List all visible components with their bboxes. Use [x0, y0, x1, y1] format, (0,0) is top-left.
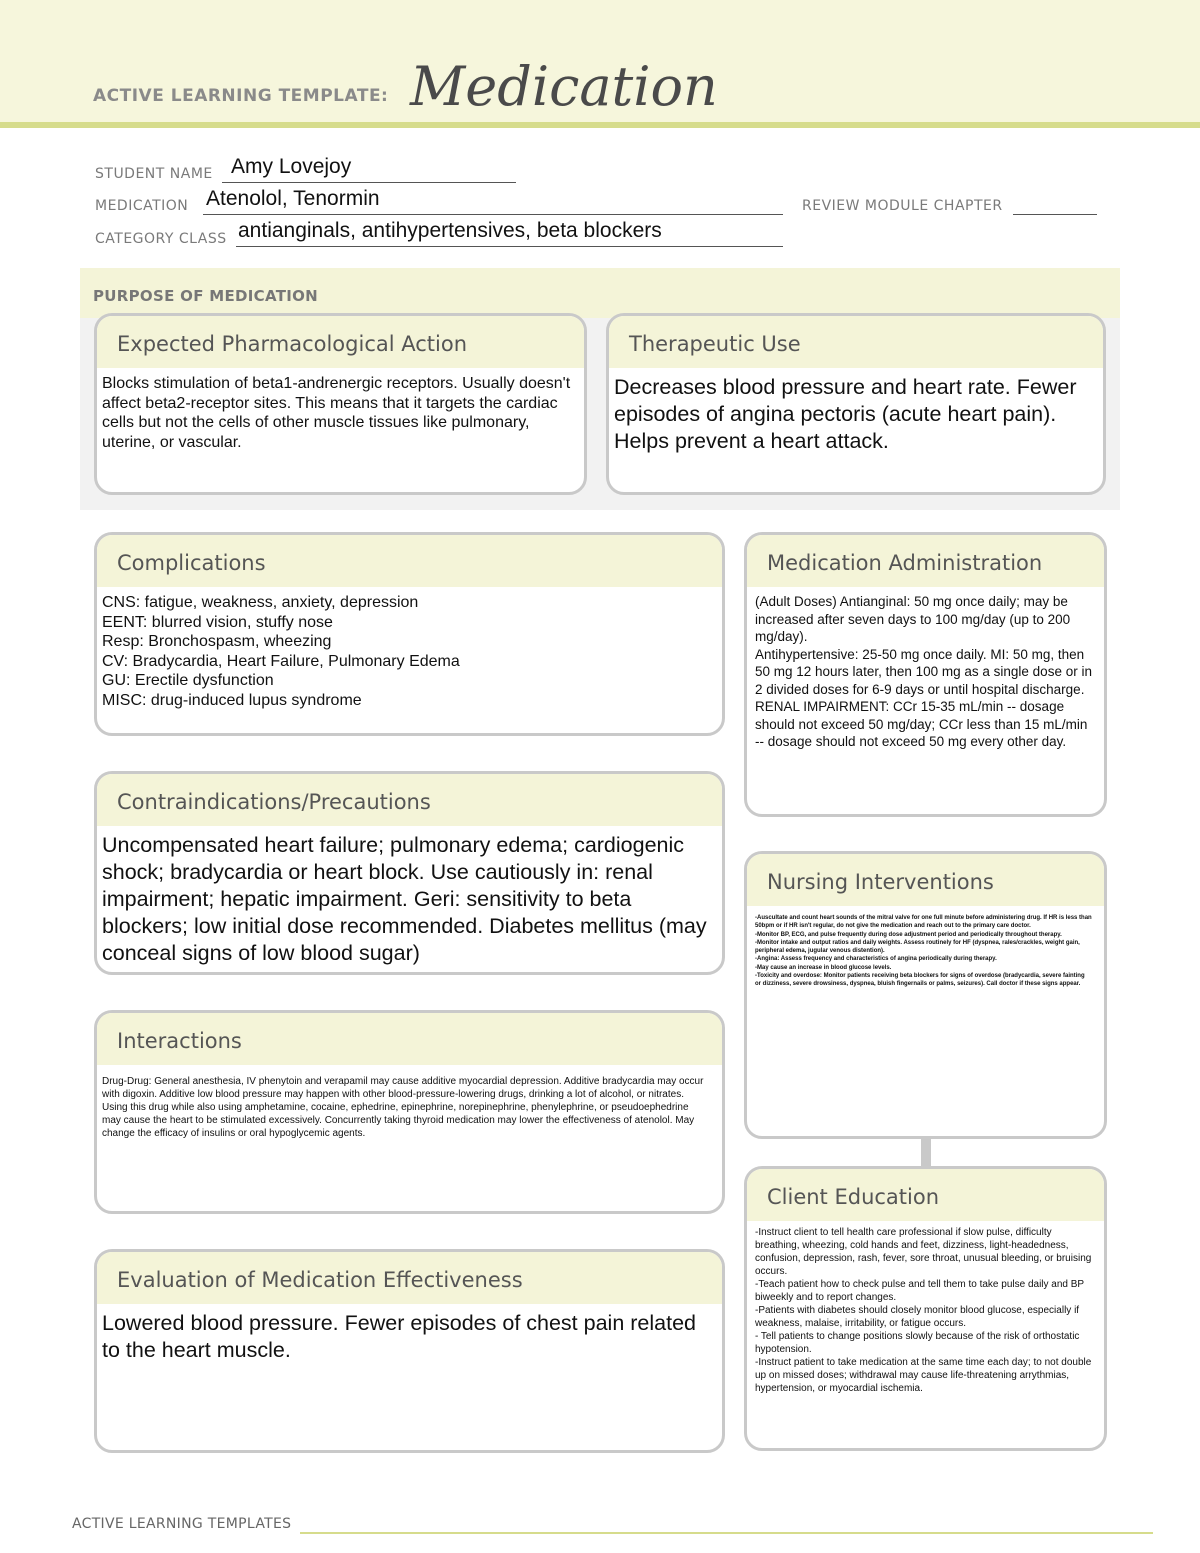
- client-education-title: Client Education: [747, 1169, 1104, 1221]
- purpose-label: PURPOSE OF MEDICATION: [93, 287, 319, 305]
- administration-card: [744, 532, 1107, 817]
- interactions-title: Interactions: [97, 1013, 722, 1065]
- contraindications-body[interactable]: Uncompensated heart failure; pulmonary edema; cardiogenic shock; bradycardia or heart block. Use cautiously in: renal impairment; hepatic impairment. Geri: sensitivity to beta blockers; low initial dose recommended. Diabetes mellitus (may conceal signs of low blood sugar): [102, 833, 707, 965]
- contraindications-card: [94, 771, 725, 975]
- client-education-card: [744, 1166, 1107, 1451]
- interactions-body[interactable]: Drug-Drug: General anesthesia, IV phenytoin and verapamil may cause additive myocardial depression. Additive bradycardia may occur with digoxin. Additive low blood pressure may happen with other blood-pressure-lowering drugs, drinking a lot of alcohol, or nitrates. Using this drug while also using amphetamine, cocaine, ephedrine, epinephrine, norepinephrine, phenylephrine, or pseudoephedrine may cause the heart to be stimulated excessively. Concurrently taking thyroid medication may lower the effectiveness of atenolol. May change the efficacy of insulins or oral hypoglycemic agents.: [102, 1076, 704, 1139]
- therapeutic-use-title: Therapeutic Use: [609, 316, 1103, 368]
- complications-body[interactable]: CNS: fatigue, weakness, anxiety, depression EENT: blurred vision, stuffy nose Resp: Bronchospasm, wheezing CV: Bradycardia, Heart Failure, Pulmonary Edema GU: Erectile dysfunction MISC: drug-induced lupus syndrome: [102, 594, 460, 709]
- header-rule: [0, 122, 1200, 128]
- evaluation-title: Evaluation of Medication Effectiveness: [97, 1252, 722, 1304]
- medication-label: MEDICATION: [95, 198, 189, 214]
- expected-action-card: [94, 313, 587, 495]
- student-name-label: STUDENT NAME: [95, 166, 213, 182]
- administration-title: Medication Administration: [747, 535, 1104, 587]
- category-class-value[interactable]: antianginals, antihypertensives, beta blockers: [238, 219, 662, 242]
- category-class-label: CATEGORY CLASS: [95, 231, 227, 247]
- expected-action-body[interactable]: Blocks stimulation of beta1-andrenergic receptors. Usually doesn't affect beta2-receptor sites. This means that it targets the cardiac cells but not the cells of other muscle tissues like pulmonary, uterine, or vascular.: [102, 375, 571, 451]
- footer-label: ACTIVE LEARNING TEMPLATES: [72, 1516, 292, 1532]
- review-module-line[interactable]: [1013, 214, 1097, 215]
- nursing-interventions-card: [744, 851, 1107, 1139]
- therapeutic-use-body[interactable]: Decreases blood pressure and heart rate. Fewer episodes of angina pectoris (acute heart pain). Helps prevent a heart attack.: [614, 375, 1077, 453]
- footer-rule: [300, 1532, 1153, 1534]
- therapeutic-use-card: [606, 313, 1106, 495]
- review-module-label: REVIEW MODULE CHAPTER: [802, 198, 1003, 214]
- expected-action-title: Expected Pharmacological Action: [97, 316, 584, 368]
- category-class-line: [236, 246, 783, 247]
- template-title: Medication: [410, 55, 718, 118]
- complications-title: Complications: [97, 535, 722, 587]
- complications-card: [94, 532, 725, 736]
- evaluation-card: [94, 1249, 725, 1453]
- medication-line: [203, 214, 783, 215]
- administration-body[interactable]: (Adult Doses) Antianginal: 50 mg once daily; may be increased after seven days to 100 mg/day (up to 200 mg/day). Antihypertensive: 25-50 mg once daily. MI: 50 mg, then 50 mg 12 hours later, then 100 mg as a single dose or in 2 divided doses for 6-9 days or until hospital discharge. RENAL IMPAIRMENT: CCr 15-35 mL/min -- dosage should not exceed 50 mg/day; CCr less than 15 mL/min -- dosage should not exceed 50 mg every other day.: [755, 594, 1092, 749]
- medication-value[interactable]: Atenolol, Tenormin: [206, 187, 380, 210]
- student-name-line: [222, 182, 516, 183]
- nursing-interventions-body[interactable]: -Auscultate and count heart sounds of the mitral valve for one full minute before administering drug. If HR is less than 50bpm or if HR isn't regular, do not give the medication and reach out to the primary care doctor. -Monitor BP, ECG, and pulse frequently during dose adjustment period and periodically throughout therapy. -Monitor intake and output ratios and daily weights. Assess routinely for HF (dyspnea, rales/crackles, weight gain, peripheral edema, jugular venous distention). -Angina: Assess frequency and characteristics of angina periodically during therapy. -May cause an increase in blood glucose levels. -Toxicity and overdose: Monitor patients receiving beta blockers for signs of overdose (bradycardia, severe fainting or dizziness, severe drowsiness, dyspnea, bluish fingernails or palms, seizures). Call doctor if these signs appear.: [755, 915, 1092, 988]
- student-name-value[interactable]: Amy Lovejoy: [231, 155, 352, 178]
- card-connector: [921, 1136, 931, 1166]
- nursing-interventions-title: Nursing Interventions: [747, 854, 1104, 906]
- client-education-body[interactable]: -Instruct client to tell health care professional if slow pulse, difficulty breathing, wheezing, cold hands and feet, dizziness, light-headedness, confusion, depression, rash, fever, sore throat, unusual bleeding, or bruising occurs. -Teach patient how to check pulse and tell them to take pulse daily and BP biweekly and to report changes. -Patients with diabetes should closely monitor blood glucose, especially if weakness, malaise, irritability, or fatigue occurs. - Tell patients to change positions slowly because of the risk of orthostatic hypotension. -Instruct patient to take medication at the same time each day; to not double up on missed doses; withdrawal may cause life-threatening arrythmias, hypertension, or myocardial ischemia.: [755, 1227, 1092, 1394]
- interactions-card: [94, 1010, 725, 1214]
- evaluation-body[interactable]: Lowered blood pressure. Fewer episodes of chest pain related to the heart muscle.: [102, 1311, 696, 1362]
- template-label: ACTIVE LEARNING TEMPLATE:: [93, 86, 389, 106]
- contraindications-title: Contraindications/Precautions: [97, 774, 722, 826]
